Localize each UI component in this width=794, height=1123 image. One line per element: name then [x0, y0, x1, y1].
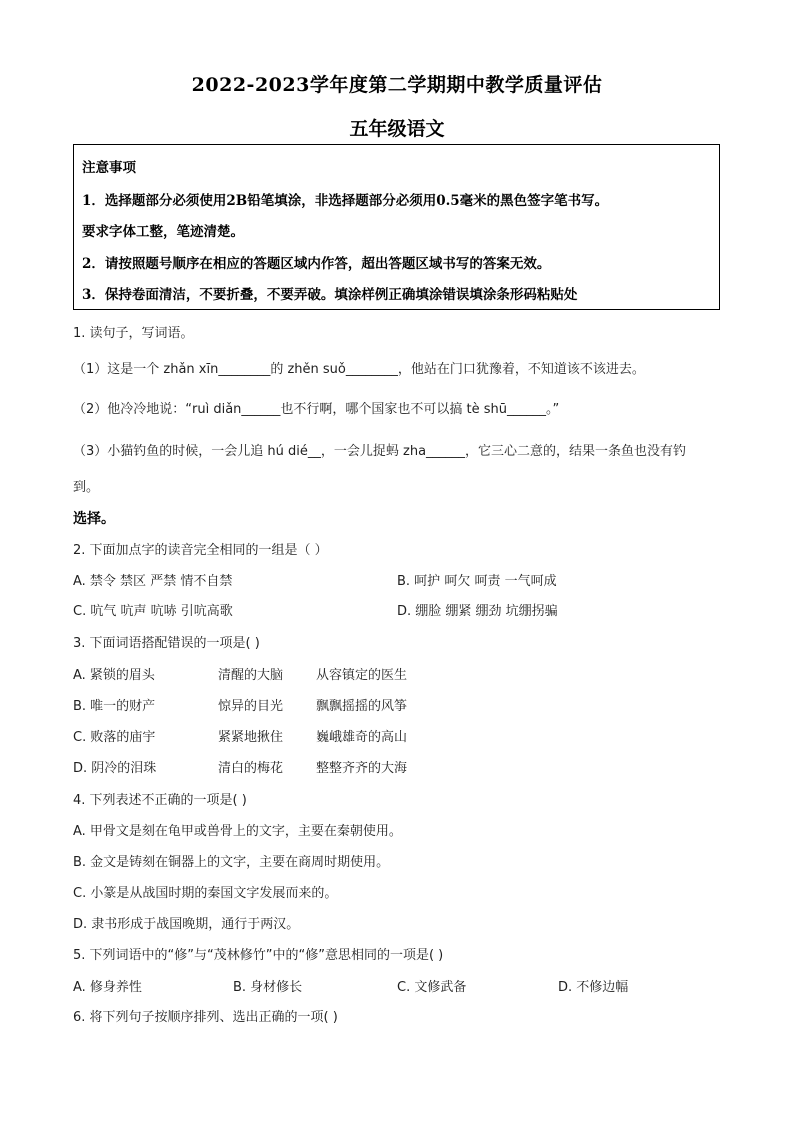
section-heading: 选择。 — [73, 511, 115, 527]
q1-stem: 1. 读句子，写词语。 — [73, 326, 194, 341]
q1-sentence-2: （2）他冷冷地说：“ruì diǎn______也不行啊，哪个国家也不可以搞 tè shū______。” — [73, 402, 560, 417]
q2-option-c: C. 吭气 吭声 吭哧 引吭高歌 — [73, 604, 233, 619]
q4-option-a: A. 甲骨文是刻在龟甲或兽骨上的文字，主要在秦朝使用。 — [73, 824, 402, 839]
exam-title: 2022-2023学年度第二学期期中教学质量评估 — [191, 74, 603, 96]
q4-option-c: C. 小篆是从战国时期的秦国文字发展而来的。 — [73, 886, 338, 901]
q3-row-c-col3: 巍峨雄奇的高山 — [316, 730, 408, 745]
q3-row-b-col1: B. 唯一的财产 — [73, 699, 156, 714]
q3-row-b-col2: 惊异的目光 — [218, 699, 284, 714]
q1-sentence-3: （3）小猫钓鱼的时候，一会儿追 hú dié__，一会儿捉蚂 zha______，它三心二意的，结果一条鱼也没有钓 — [73, 444, 687, 459]
q2-stem: 2. 下面加点字的读音完全相同的一组是（ ） — [73, 543, 328, 558]
q4-option-b: B. 金文是铸刻在铜器上的文字，主要在商周时期使用。 — [73, 855, 390, 870]
q6-stem: 6. 将下列句子按顺序排列、选出正确的一项( ) — [73, 1010, 338, 1025]
notice-box — [73, 144, 720, 310]
q2-option-d: D. 绷脸 绷紧 绷劲 坑绷拐骗 — [397, 604, 558, 619]
notice-heading: 注意事项 — [82, 160, 136, 176]
q3-row-d-col1: D. 阴冷的泪珠 — [73, 761, 157, 776]
q2-option-b: B. 呵护 呵欠 呵责 一气呵成 — [397, 574, 557, 589]
q4-option-d: D. 隶书形成于战国晚期，通行于两汉。 — [73, 917, 300, 932]
q1-sentence-1: （1）这是一个 zhǎn xīn________的 zhěn suǒ________，他站在门口犹豫着，不知道该不该进去。 — [73, 362, 645, 377]
q3-row-a-col1: A. 紧锁的眉头 — [73, 668, 155, 683]
notice-item-1: 1．选择题部分必须使用2B铅笔填涂，非选择题部分必须用0.5毫米的黑色签字笔书写。 — [82, 193, 609, 209]
q3-row-d-col3: 整整齐齐的大海 — [316, 761, 408, 776]
q3-stem: 3. 下面词语搭配错误的一项是( ) — [73, 636, 260, 651]
q3-row-b-col3: 飘飘摇摇的风筝 — [316, 699, 408, 714]
notice-item-2: 2．请按照题号顺序在相应的答题区域内作答，超出答题区域书写的答案无效。 — [82, 256, 551, 272]
q5-option-b: B. 身材修长 — [233, 980, 303, 995]
q5-option-c: C. 文修武备 — [397, 980, 467, 995]
q1-sentence-3-cont: 到。 — [73, 480, 100, 495]
q5-option-a: A. 修身养性 — [73, 980, 142, 995]
q5-option-d: D. 不修边幅 — [558, 980, 629, 995]
q3-row-d-col2: 清白的梅花 — [218, 761, 284, 776]
exam-subtitle: 五年级语文 — [349, 118, 445, 140]
q3-row-a-col2: 清醒的大脑 — [218, 668, 284, 683]
q3-row-c-col1: C. 败落的庙宇 — [73, 730, 156, 745]
q2-option-a: A. 禁令 禁区 严禁 情不自禁 — [73, 574, 233, 589]
q4-stem: 4. 下列表述不正确的一项是( ) — [73, 793, 247, 808]
notice-item-1-cont: 要求字体工整，笔迹清楚。 — [82, 224, 244, 240]
notice-item-3: 3．保持卷面清洁，不要折叠，不要弄破。填涂样例正确填涂错误填涂条形码粘贴处 — [82, 287, 578, 303]
q3-row-a-col3: 从容镇定的医生 — [316, 668, 408, 683]
q3-row-c-col2: 紧紧地揪住 — [218, 730, 284, 745]
q5-stem: 5. 下列词语中的“修”与“茂林修竹”中的“修”意思相同的一项是( ) — [73, 948, 444, 963]
